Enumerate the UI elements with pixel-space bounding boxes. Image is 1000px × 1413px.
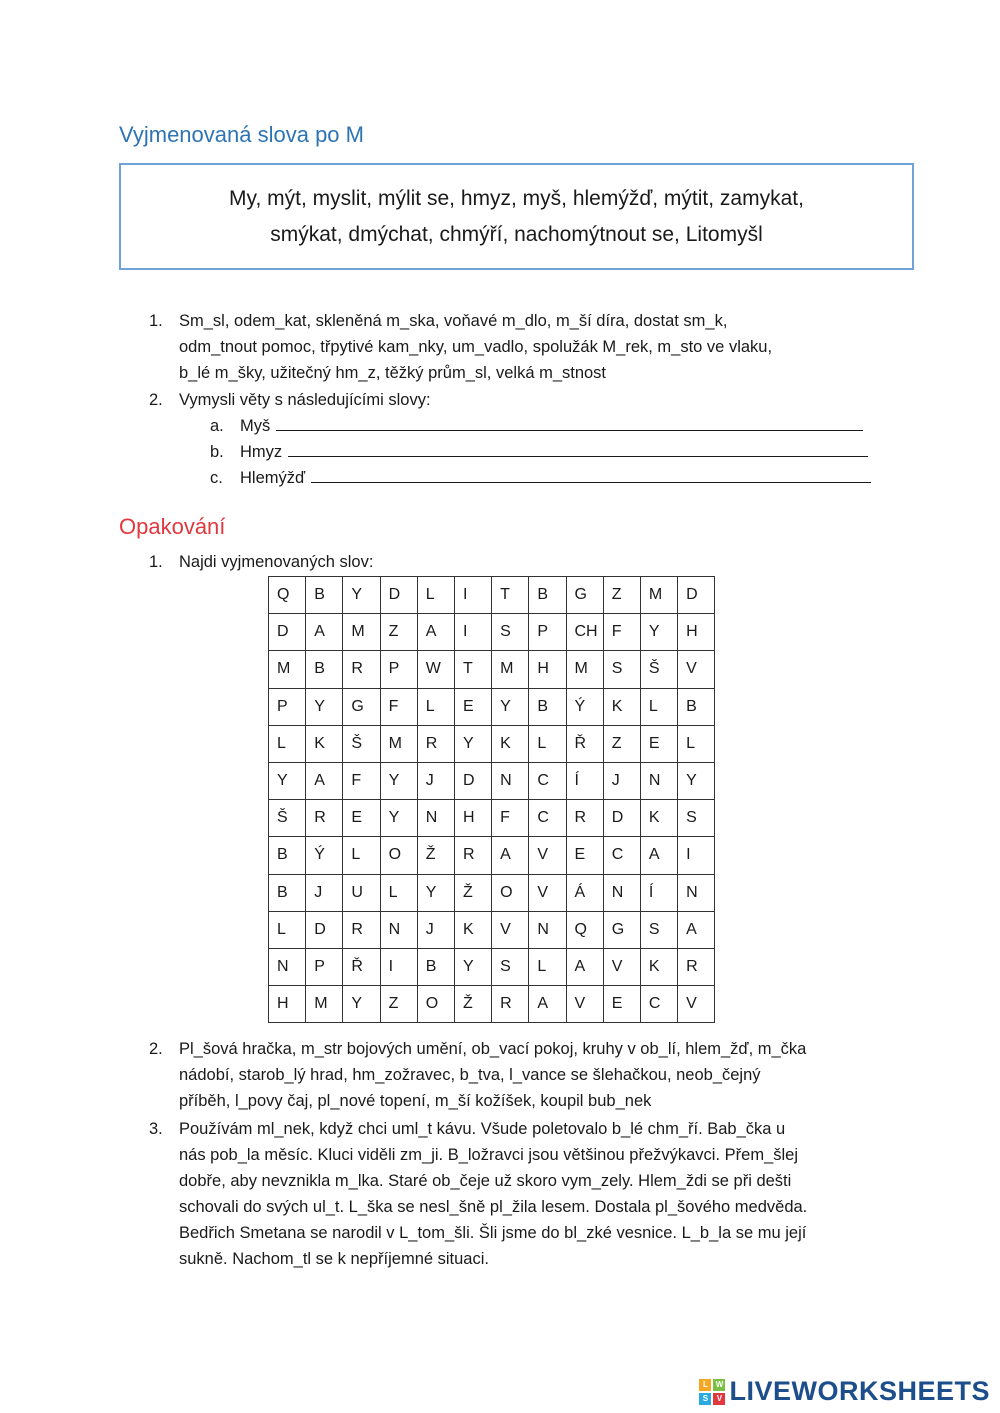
grid-cell[interactable]: R [566, 800, 603, 837]
sentence-item-mys [240, 413, 863, 439]
grid-cell[interactable]: Š [343, 725, 380, 762]
grid-cell[interactable]: W [417, 651, 454, 688]
task-number: 2. [149, 1040, 163, 1058]
task-line: nádobí, starob_lý hrad, hm_zožravec, b_tva, l_vance se šlehačkou, neob_čejný [179, 1066, 761, 1084]
grid-cell[interactable]: Š [269, 800, 306, 837]
grid-cell[interactable]: Í [640, 874, 677, 911]
grid-cell[interactable]: M [380, 725, 417, 762]
grid-cell[interactable]: Y [417, 874, 454, 911]
sentence-item-hmyz [240, 439, 868, 465]
grid-cell[interactable]: E [603, 986, 640, 1023]
grid-cell[interactable]: D [269, 614, 306, 651]
item-letter: a. [210, 417, 224, 435]
logo-square: W [713, 1379, 725, 1391]
grid-cell[interactable]: V [603, 948, 640, 985]
exercise-instruction: Vymysli věty s následujícími slovy: [179, 391, 431, 409]
grid-cell[interactable]: Í [566, 762, 603, 799]
grid-cell[interactable]: R [343, 651, 380, 688]
logo-square: L [699, 1379, 711, 1391]
grid-cell[interactable]: S [678, 800, 715, 837]
grid-cell[interactable]: K [454, 911, 491, 948]
grid-cell[interactable]: G [566, 577, 603, 614]
grid-row [269, 577, 715, 614]
task-number: 3. [149, 1120, 163, 1138]
grid-cell[interactable]: S [492, 948, 529, 985]
item-word: Hmyz [240, 443, 283, 461]
grid-cell[interactable]: Y [640, 614, 677, 651]
grid-cell[interactable]: S [492, 614, 529, 651]
grid-cell[interactable]: J [417, 911, 454, 948]
exercise-line: odm_tnout pomoc, třpytivé kam_nky, um_vadlo, spolužák M_rek, m_sto ve vlaku, [179, 338, 773, 356]
grid-cell[interactable]: A [306, 614, 343, 651]
grid-cell[interactable]: Ý [306, 837, 343, 874]
task-line: dobře, aby nevznikla m_lka. Staré ob_čeje už skoro vym_zely. Hlem_ždi se při dešti [179, 1172, 792, 1190]
grid-cell[interactable]: U [343, 874, 380, 911]
liveworksheets-logo[interactable] [699, 1376, 990, 1407]
grid-cell[interactable]: K [640, 800, 677, 837]
grid-cell[interactable]: R [306, 800, 343, 837]
grid-row [269, 948, 715, 985]
task-line: příběh, l_povy čaj, pl_nové topení, m_ší kožíšek, koupil bub_nek [179, 1092, 652, 1110]
grid-cell[interactable]: L [380, 874, 417, 911]
grid-cell[interactable]: M [269, 651, 306, 688]
grid-cell[interactable]: N [269, 948, 306, 985]
item-word: Myš [240, 417, 271, 435]
grid-cell[interactable]: G [603, 911, 640, 948]
grid-cell[interactable]: D [678, 577, 715, 614]
grid-cell[interactable]: R [417, 725, 454, 762]
grid-cell[interactable]: G [343, 688, 380, 725]
grid-cell[interactable]: A [492, 837, 529, 874]
task-line: Používám ml_nek, když chci uml_t kávu. Všude poletovalo b_lé chm_ří. Bab_čka u [179, 1120, 786, 1138]
grid-cell[interactable]: Ž [454, 874, 491, 911]
grid-cell[interactable]: Y [380, 800, 417, 837]
task-line: Pl_šová hračka, m_str bojových umění, ob_vací pokoj, kruhy v ob_lí, hlem_žď, m_čka [179, 1040, 807, 1058]
grid-cell[interactable]: Ž [417, 837, 454, 874]
grid-row [269, 651, 715, 688]
grid-cell[interactable]: Q [566, 911, 603, 948]
answer-line[interactable] [311, 466, 871, 483]
grid-cell[interactable]: P [529, 614, 566, 651]
grid-cell[interactable]: V [678, 651, 715, 688]
grid-cell[interactable]: B [269, 874, 306, 911]
task-line: nás pob_la měsíc. Kluci viděli zm_ji. B_ložravci jsou většinou přežvýkavci. Přem_šlej [179, 1146, 798, 1164]
grid-cell[interactable]: R [678, 948, 715, 985]
grid-cell[interactable]: F [380, 688, 417, 725]
grid-cell[interactable]: B [269, 837, 306, 874]
answer-line[interactable] [276, 414, 863, 431]
grid-cell[interactable]: Š [640, 651, 677, 688]
grid-cell[interactable]: L [417, 688, 454, 725]
grid-cell[interactable]: N [417, 800, 454, 837]
grid-cell[interactable]: L [678, 725, 715, 762]
exercise-number: 1. [149, 312, 163, 330]
grid-cell[interactable]: Q [269, 577, 306, 614]
exercise-line: Sm_sl, odem_kat, skleněná m_ska, voňavé m_dlo, m_ší díra, dostat sm_k, [179, 312, 728, 330]
grid-cell[interactable]: D [306, 911, 343, 948]
exercise-line: b_lé m_šky, užitečný hm_z, těžký prům_sl, velká m_stnost [179, 364, 607, 382]
grid-cell[interactable]: Y [343, 577, 380, 614]
grid-cell[interactable]: M [492, 651, 529, 688]
grid-row [269, 762, 715, 799]
grid-cell[interactable]: D [454, 762, 491, 799]
grid-cell[interactable]: A [417, 614, 454, 651]
grid-cell[interactable]: K [306, 725, 343, 762]
grid-cell[interactable]: Ř [566, 725, 603, 762]
section-title-review: Opakování [119, 514, 226, 539]
grid-cell[interactable]: B [306, 577, 343, 614]
grid-cell[interactable]: CH [566, 614, 603, 651]
grid-cell[interactable]: F [343, 762, 380, 799]
grid-row [269, 874, 715, 911]
grid-cell[interactable]: E [640, 725, 677, 762]
section-title: Vyjmenovaná slova po M [119, 122, 364, 147]
grid-cell[interactable]: D [380, 577, 417, 614]
grid-cell[interactable]: E [454, 688, 491, 725]
grid-cell[interactable]: Y [678, 762, 715, 799]
grid-cell[interactable]: C [529, 762, 566, 799]
grid-cell[interactable]: M [343, 614, 380, 651]
grid-cell[interactable]: Y [306, 688, 343, 725]
grid-row [269, 986, 715, 1023]
grid-cell[interactable]: B [306, 651, 343, 688]
grid-cell[interactable]: P [306, 948, 343, 985]
grid-cell[interactable]: T [454, 651, 491, 688]
grid-cell[interactable]: O [380, 837, 417, 874]
grid-cell[interactable]: C [603, 837, 640, 874]
grid-cell[interactable]: N [492, 762, 529, 799]
grid-cell[interactable]: M [566, 651, 603, 688]
grid-cell[interactable]: N [380, 911, 417, 948]
grid-cell[interactable]: O [417, 986, 454, 1023]
grid-cell[interactable]: R [454, 837, 491, 874]
grid-cell[interactable]: Z [603, 725, 640, 762]
word-list-line: My, mýt, myslit, mýlit se, hmyz, myš, hlemýžď, mýtit, zamykat, [229, 186, 804, 210]
grid-cell[interactable]: K [603, 688, 640, 725]
grid-cell[interactable]: J [603, 762, 640, 799]
grid-cell[interactable]: M [640, 577, 677, 614]
grid-row [269, 688, 715, 725]
grid-cell[interactable]: P [380, 651, 417, 688]
grid-cell[interactable]: H [269, 986, 306, 1023]
grid-cell[interactable]: B [417, 948, 454, 985]
logo-square: V [713, 1393, 725, 1405]
grid-cell[interactable]: B [529, 688, 566, 725]
grid-row [269, 837, 715, 874]
grid-cell[interactable]: Y [343, 986, 380, 1023]
grid-cell[interactable]: D [603, 800, 640, 837]
task-line: schovali do svých ul_t. L_ška se nesl_šně pl_žila lesem. Dostala pl_šového medvěda. [179, 1198, 808, 1216]
grid-cell[interactable]: H [454, 800, 491, 837]
grid-cell[interactable]: B [678, 688, 715, 725]
grid-cell[interactable]: K [640, 948, 677, 985]
item-letter: c. [210, 469, 223, 487]
grid-cell[interactable]: Z [603, 577, 640, 614]
grid-cell[interactable]: B [529, 577, 566, 614]
grid-cell[interactable]: L [269, 725, 306, 762]
grid-cell[interactable]: E [343, 800, 380, 837]
grid-cell[interactable]: I [380, 948, 417, 985]
logo-square: S [699, 1393, 711, 1405]
grid-cell[interactable]: L [529, 725, 566, 762]
grid-cell[interactable]: Z [380, 614, 417, 651]
grid-cell[interactable]: J [417, 762, 454, 799]
grid-cell[interactable]: N [678, 874, 715, 911]
grid-cell[interactable]: S [603, 651, 640, 688]
answer-line[interactable] [288, 440, 868, 457]
grid-cell[interactable]: Y [454, 725, 491, 762]
grid-cell[interactable]: F [603, 614, 640, 651]
item-letter: b. [210, 443, 224, 461]
grid-cell[interactable]: Y [454, 948, 491, 985]
task-number: 1. [149, 553, 163, 571]
grid-row [269, 800, 715, 837]
grid-cell[interactable]: S [640, 911, 677, 948]
exercise-number: 2. [149, 391, 163, 409]
grid-cell[interactable]: L [529, 948, 566, 985]
logo-mark-icon [699, 1379, 725, 1405]
grid-row [269, 614, 715, 651]
grid-cell[interactable]: T [492, 577, 529, 614]
word-list-box [119, 163, 914, 270]
grid-cell[interactable]: Y [380, 762, 417, 799]
grid-cell[interactable]: P [269, 688, 306, 725]
grid-cell[interactable]: M [306, 986, 343, 1023]
grid-cell[interactable]: H [678, 614, 715, 651]
grid-cell[interactable]: I [454, 577, 491, 614]
grid-cell[interactable]: A [678, 911, 715, 948]
grid-cell[interactable]: R [343, 911, 380, 948]
grid-cell[interactable]: A [306, 762, 343, 799]
grid-cell[interactable]: O [492, 874, 529, 911]
grid-cell[interactable]: C [529, 800, 566, 837]
grid-cell[interactable]: N [640, 762, 677, 799]
sentence-item-hlemyzd [240, 465, 871, 491]
grid-cell[interactable]: L [417, 577, 454, 614]
grid-cell[interactable]: Ý [566, 688, 603, 725]
grid-cell[interactable]: Y [269, 762, 306, 799]
grid-cell[interactable]: A [529, 986, 566, 1023]
grid-cell[interactable]: I [678, 837, 715, 874]
grid-cell[interactable]: C [640, 986, 677, 1023]
grid-cell[interactable]: L [640, 688, 677, 725]
grid-cell[interactable]: K [492, 725, 529, 762]
grid-cell[interactable]: I [454, 614, 491, 651]
word-list-line: smýkat, dmýchat, chmýří, nachomýtnout se, Litomyšl [270, 222, 763, 246]
grid-cell[interactable]: E [566, 837, 603, 874]
grid-cell[interactable]: L [343, 837, 380, 874]
grid-row [269, 911, 715, 948]
grid-cell[interactable]: V [678, 986, 715, 1023]
grid-cell[interactable]: Á [566, 874, 603, 911]
grid-row [269, 725, 715, 762]
grid-cell[interactable]: V [566, 986, 603, 1023]
logo-text: LIVEWORKSHEETS [729, 1376, 990, 1406]
item-word: Hlemýžď [240, 469, 306, 487]
grid-cell[interactable]: F [492, 800, 529, 837]
grid-cell[interactable]: Ř [343, 948, 380, 985]
grid-cell[interactable]: R [492, 986, 529, 1023]
task-line: sukně. Nachom_tl se k nepříjemné situaci. [179, 1250, 489, 1268]
grid-cell[interactable]: V [529, 837, 566, 874]
grid-cell[interactable]: V [492, 911, 529, 948]
grid-cell[interactable]: N [529, 911, 566, 948]
grid-cell[interactable]: H [529, 651, 566, 688]
grid-cell[interactable]: V [529, 874, 566, 911]
grid-cell[interactable]: Y [492, 688, 529, 725]
task-line: Bedřich Smetana se narodil v L_tom_šli. Šli jsme do bl_zké vesnice. L_b_la se mu její [179, 1224, 807, 1242]
grid-cell[interactable]: A [640, 837, 677, 874]
word-search-grid [268, 576, 715, 1023]
grid-cell[interactable]: J [306, 874, 343, 911]
grid-cell[interactable]: N [603, 874, 640, 911]
grid-cell[interactable]: Ž [454, 986, 491, 1023]
grid-cell[interactable]: A [566, 948, 603, 985]
task-instruction: Najdi vyjmenovaných slov: [179, 553, 374, 571]
grid-cell[interactable]: Z [380, 986, 417, 1023]
grid-cell[interactable]: L [269, 911, 306, 948]
